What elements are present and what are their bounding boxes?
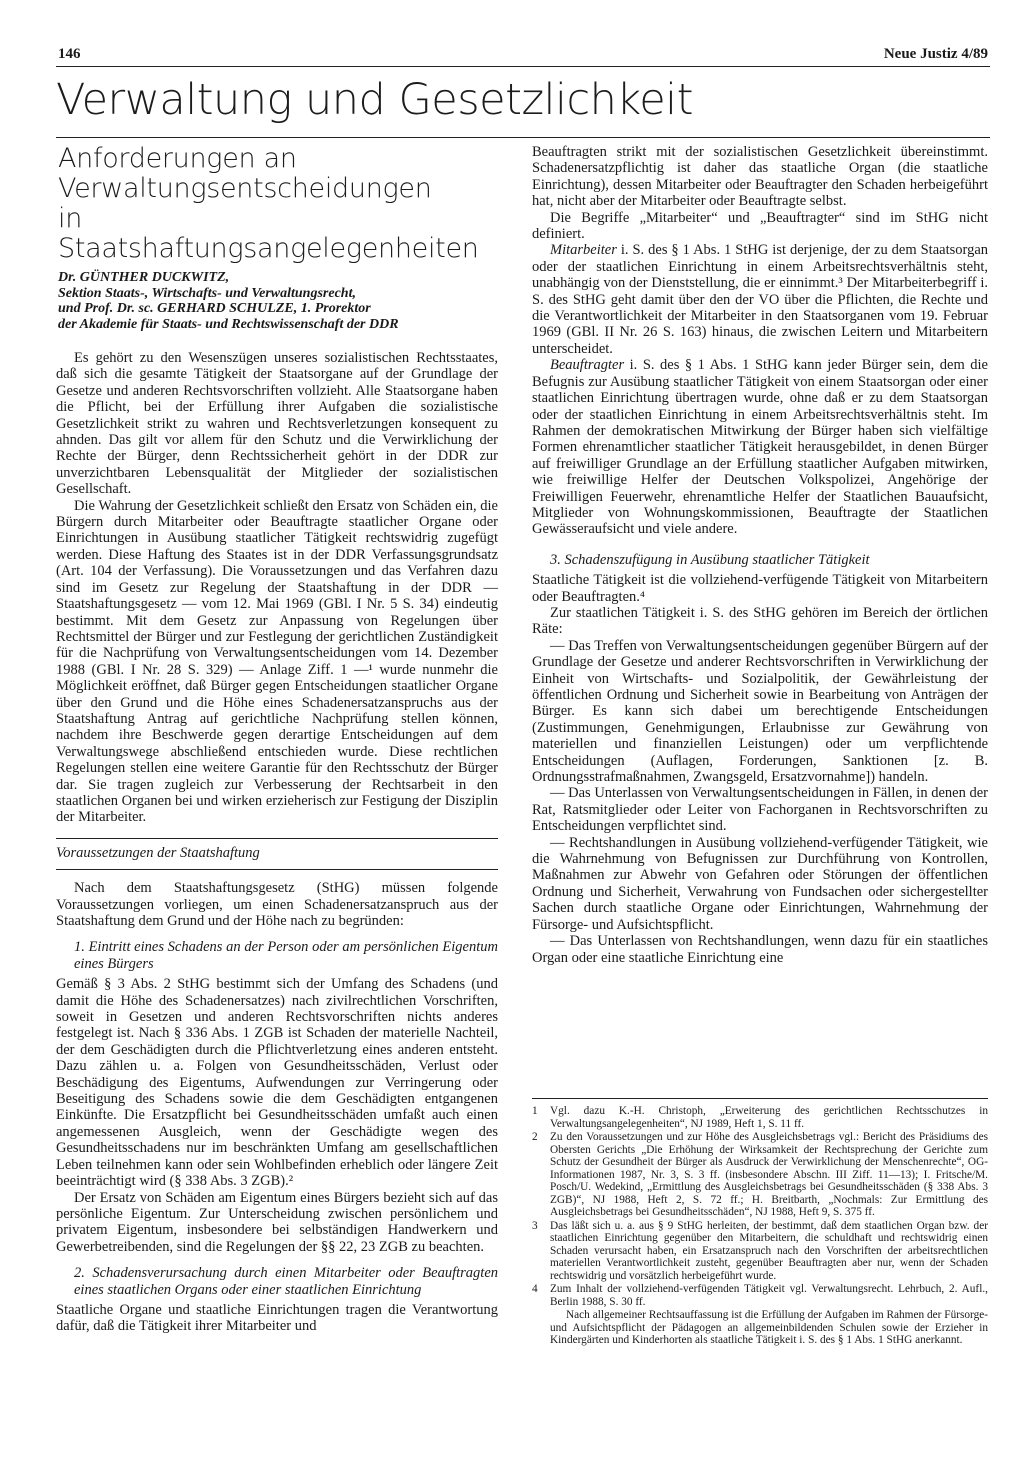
paragraph-text: i. S. des § 1 Abs. 1 StHG ist derjenige, der zu dem Staatsorgan oder der staatlichen Einrichtung in einem Arbeitsrechtsverhältnis steht, unabhängig von der Dienststellung, die er einnimmt.³ Der Mitarbeiterbegriff i. S. des StHG geht damit über den der VO über die Pflichten, die Rechte und die Verantwortlichkeit der Mitarbeiter in den Staatsorganen vom 19. Februar 1969 (GBl. II Nr. 26 S. 163) hinaus, die zwischen Leitern und Mitarbeitern unterscheidet.: [532, 242, 988, 357]
author-line: Dr. GÜNTHER DUCKWITZ,: [58, 270, 230, 285]
footnote-number: 4: [532, 1283, 538, 1295]
page-number: 146: [58, 46, 81, 62]
numbered-heading: 1. Eintritt eines Schadens an der Person oder am persönlichen Eigentum eines Bürgers: [74, 939, 498, 972]
footnote-text: Zu den Voraussetzungen und zur Höhe des Ausgleichsbetrags vgl.: Bericht des Präsidiums des Obersten Gerichts „Die Erhöhung der Wirksamkeit der Rechtsprechung der Gerichte zum Schutz der Gesundheit der Bürger als Ausdruck der Verwirklichung der Menschenrechte“, OG-Informationen 1987, Nr. 3, S. 3 ff. (insbesondere Abschn. III Ziff. 11—13); I. Fritsche/M. Posch/U. Wedekind, „Ermittlung des Ausgleichsbetrags bei Gesundheitsschäden (§ 338 Abs. 3 ZGB)“, NJ 1988, Heft 2, S. 72 ff.; H. Breitbarth, „Nochmals: Zur Ermittlung des Ausgleichsbetrags bei Gesundheitsschäden“, NJ 1988, Heft 9, S. 375 ff.: [550, 1131, 988, 1218]
footnote: [532, 1283, 988, 1308]
right-column: [532, 144, 988, 966]
article-title-line: in Staatshaftungsangelegenheiten: [58, 203, 479, 264]
footnote-number: 1: [532, 1105, 538, 1117]
journal-issue: Neue Justiz 4/89: [883, 46, 988, 62]
footnote-text: Das läßt sich u. a. aus § 9 StHG herleiten, der bestimmt, daß dem staatlichen Organ bzw. der staatlichen Einrichtung gegenüber den Mitarbeitern, die schuldhaft und rechtswidrig einen Schaden verursacht haben, ein Ersatzanspruch nach den Vorschriften der arbeitsrechtlichen materiellen Verantwortlichkeit zusteht, gegenüber Beauftragten aber nur, wenn der Schaden rechtswidrig und vorsätzlich herbeigeführt wurde.: [550, 1219, 988, 1282]
list-item: — Das Unterlassen von Verwaltungsentscheidungen in Fällen, in denen der Rat, Ratsmitglieder oder Leiter von Fachorganen in Rechtsvorschriften zu Entscheidungen verpflichtet sind.: [532, 785, 988, 835]
left-column: [56, 144, 498, 1335]
list-item: — Das Unterlassen von Rechtshandlungen, wenn dazu für ein staatliches Organ oder eine staatliche Einrichtung eine: [532, 933, 988, 966]
author-line: Sektion Staats-, Wirtschafts- und Verwaltungsrecht,: [58, 285, 356, 301]
body-paragraph: Nach dem Staatshaftungsgesetz (StHG) müssen folgende Voraussetzungen vorliegen, um einen Schadenersatzanspruch aus der Staatshaftung dem Grund und der Höhe nach zu begründen:: [56, 880, 498, 929]
body-paragraph: Zur staatlichen Tätigkeit i. S. des StHG gehören im Bereich der örtlichen Räte:: [532, 604, 988, 638]
body-paragraph: [532, 357, 988, 537]
author-block: [58, 270, 498, 332]
article-title-line: Verwaltungsentscheidungen: [58, 173, 432, 204]
author-line: und Prof. Dr. sc. GERHARD SCHULZE, 1. Prorektor: [58, 301, 371, 316]
section-rule: [56, 137, 990, 138]
footnote-number: 2: [532, 1131, 538, 1143]
section-title: Verwaltung und Gesetzlichkeit: [56, 75, 693, 125]
footnote: [532, 1105, 988, 1130]
list-item: — Das Treffen von Verwaltungsentscheidungen gegenüber Bürgern auf der Grundlage der Gesetze und anderer Rechtsvorschriften in Verwirklichung der Einheit von Wirtschafts- und Sozialpolitik, der Gewährleistung der öffentlichen Ordnung und Sicherheit sowie in Bearbeitung von Anträgen der Bürger. Es kann sich dabei um berechtigende Entscheidungen (Zustimmungen, Genehmigungen, Erlaubnisse zur Gewährung von materiellen und finanziellen Leistungen) oder um verpflichtende Entscheidungen (Auflagen, Forderungen, Sanktionen [z. B. Ordnungsstrafmaßnahmen, Zwangsgeld, Ersatzvornahme]) handeln.: [532, 637, 988, 786]
body-paragraph: Gemäß § 3 Abs. 2 StHG bestimmt sich der Umfang des Schadens (und damit die Höhe des Schadenersatzes) nach zivilrechtlichen Vorschriften, soweit in Gesetzen und anderen Rechtsvorschriften nichts anderes festgelegt ist. Nach § 336 Abs. 1 ZGB ist Schaden der materielle Nachteil, der dem Geschädigten durch die Pflichtverletzung eines anderen entsteht. Dazu zählen u. a. Folgen von Gesundheitsschäden, Verlust oder Beschädigung des Eigentums, Aufwendungen zur Verringerung oder Beseitigung des Schadens sowie die dem Geschädigten entgangenen Einkünfte. Die Ersatzpflicht bei Gesundheitsschäden umfaßt auch einen angemessenen Ausgleich, wenn der Geschädigte wegen des Gesundheitsschadens nur im beschränkten Umfang am gesellschaftlichen Leben teilnehmen kann oder sein Wohlbefinden erheblich oder längere Zeit beeinträchtigt wird (§ 338 Abs. 3 ZGB).²: [56, 976, 498, 1190]
term-mitarbeiter: Mitarbeiter: [550, 242, 617, 259]
article-title: [58, 144, 498, 264]
body-paragraph: Beauftragten strikt mit der sozialistischen Gesetzlichkeit übereinstimmt. Schadenersatzpflichtig ist daher das staatliche Organ (die staatliche Einrichtung), dessen Mitarbeiter oder Beauftragter den Schaden herbeigeführt hat, nicht aber der Mitarbeiter oder Beauftragte selbst.: [532, 144, 988, 210]
article-title-line: Anforderungen an: [58, 143, 297, 174]
body-paragraph: Staatliche Tätigkeit ist die vollziehend-verfügende Tätigkeit von Mitarbeitern oder Beauftragten.⁴: [532, 572, 988, 605]
numbered-heading: 2. Schadensverursachung durch einen Mitarbeiter oder Beauftragten eines staatlichen Organs oder einer staatlichen Einrichtung: [74, 1265, 498, 1298]
header-rule: [56, 66, 990, 67]
body-paragraph: Es gehört zu den Wesenszügen unseres sozialistischen Rechtsstaates, daß sich die gesamte Tätigkeit der Staatsorgane auf der Grundlage der Gesetze und anderen Rechtsvorschriften vollzieht. Alle Staatsorgane haben die Pflicht, bei der Erfüllung ihrer Aufgaben die sozialistische Gesetzlichkeit strikt zu wahren und Rechtsverletzungen konsequent zu ahnden. Das gilt vor allem für den Schutz und die Verwirklichung der Rechte der Bürger, denn Rechtssicherheit gehört in der DDR zur unverzichtbaren Lebensqualität der Mitglieder der sozialistischen Gesellschaft.: [56, 350, 498, 498]
term-beauftragter: Beauftragter: [550, 357, 625, 374]
body-paragraph: Staatliche Organe und staatliche Einrichtungen tragen die Verantwortung dafür, daß die Tätigkeit ihrer Mitarbeiter und: [56, 1301, 498, 1335]
footnotes: [532, 1098, 988, 1347]
author-line: der Akademie für Staats- und Rechtswissenschaft der DDR: [58, 316, 399, 332]
subsection-heading: Voraussetzungen der Staatshaftung: [56, 838, 498, 870]
body-paragraph: Der Ersatz von Schäden am Eigentum eines Bürgers bezieht sich auf das persönliche Eigentum. Zur Unterscheidung zwischen persönlichem und privatem Eigentum, insbesondere bei selbständigen Handwerkern und Gewerbetreibenden, sind die Regelungen der §§ 22, 23 ZGB zu beachten.: [56, 1189, 498, 1255]
footnote: [532, 1220, 988, 1283]
numbered-heading: 3. Schadenszufügung in Ausübung staatlicher Tätigkeit: [550, 551, 870, 568]
body-paragraph: Die Begriffe „Mitarbeiter“ und „Beauftragter“ sind im StHG nicht definiert.: [532, 209, 988, 243]
footnote: [532, 1131, 988, 1219]
footnote-text: Vgl. dazu K.-H. Christoph, „Erweiterung des gerichtlichen Rechtsschutzes in Verwaltungsangelegenheiten“, NJ 1989, Heft 1, S. 11 ff.: [550, 1105, 988, 1130]
footnote-text: Zum Inhalt der vollziehend-verfügenden Tätigkeit vgl. Verwaltungsrecht. Lehrbuch, 2. Aufl., Berlin 1988, S. 30 ff.: [550, 1283, 988, 1308]
body-paragraph: [532, 242, 988, 357]
footnote-number: 3: [532, 1219, 538, 1232]
paragraph-text: i. S. des § 1 Abs. 1 StHG kann jeder Bürger sein, dem die Befugnis zur Ausübung staatlicher Tätigkeit von einem Staatsorgan oder einer staatlichen Einrichtung übertragen wurde, ohne daß er zu dem Staatsorgan oder der staatlichen Einrichtung in einem Arbeitsrechtsverhältnis steht. Im Rahmen der demokratischen Mitwirkung der Bürger haben sich vielfältige Formen ehrenamtlicher staatlicher Tätigkeit herausgebildet, in denen Bürger auf freiwilliger Grundlage an der Erfüllung staatlicher Aufgaben mitwirken, wie freiwillige Helfer der Deutschen Volkspolizei, Angehörige der Freiwilligen Feuerwehr, ehrenamtliche Helfer der Staatlichen Bauaufsicht, Mitglieder von Wohnungskommissionen, Beauftragte der Staatlichen Gewässeraufsicht und viele andere.: [532, 357, 988, 538]
list-item: — Rechtshandlungen in Ausübung vollziehend-verfügender Tätigkeit, wie die Wahrnehmung von Befugnissen zur Durchführung von Kontrollen, Maßnahmen zur Abwehr von Gefahren oder Störungen der öffentlichen Ordnung und Sicherheit, Verwahrung von Fundsachen oder sichergestellter Sachen durch staatliche Organe oder Einrichtungen, Wahrnehmung der Fürsorge- und Aufsichtspflicht.: [532, 834, 988, 933]
footnote-continuation: Nach allgemeiner Rechtsauffassung ist die Erfüllung der Aufgaben im Rahmen der Fürsorge- und Aufsichtspflicht der Pädagogen an allgemeinbildenden Schulen sowie der Erzieher in Kindergärten und Kinderhorten als staatliche Tätigkeit i. S. des § 1 Abs. 1 StHG anerkannt.: [550, 1309, 988, 1346]
body-paragraph: Die Wahrung der Gesetzlichkeit schließt den Ersatz von Schäden ein, die Bürgern durch Mitarbeiter oder Beauftragte staatlicher Organe oder Einrichtungen in Ausübung staatlicher Tätigkeit rechtswidrig zugefügt werden. Diese Haftung des Staates ist in der DDR Verfassungsgrundsatz (Art. 104 der Verfassung). Die Voraussetzungen und das Verfahren dazu sind im Gesetz zur Regelung der Staatshaftung in der DDR — Staatshaftungsgesetz — vom 12. Mai 1969 (GBl. I Nr. 5 S. 34) eindeutig bestimmt. Mit dem Gesetz zur Anpassung von Regelungen über Rechtsmittel der Bürger und zur Festlegung der gerichtlichen Zuständigkeit für die Nachprüfung von Verwaltungsentscheidungen vom 14. Dezember 1988 (GBl. I Nr. 28 S. 329) — Anlage Ziff. 1 —¹ wurde nunmehr die Möglichkeit eröffnet, daß Bürger gegen Entscheidungen staatlicher Organe über den Grund und die Höhe eines Schadenersatzanspruchs aus der Staatshaftung Antrag auf gerichtliche Nachprüfung stellen können, nachdem ihre Beschwerde gegen derartige Entscheidungen auf dem Verwaltungswege abschließend entschieden wurde. Diese rechtlichen Regelungen stellen eine weitere Garantie für den Rechtsschutz der Bürger dar. Sie tragen zugleich zur Verbesserung der Rechtsarbeit in den staatlichen Organen bei und wirken erzieherisch zur Festigung der Disziplin der Mitarbeiter.: [56, 497, 498, 826]
